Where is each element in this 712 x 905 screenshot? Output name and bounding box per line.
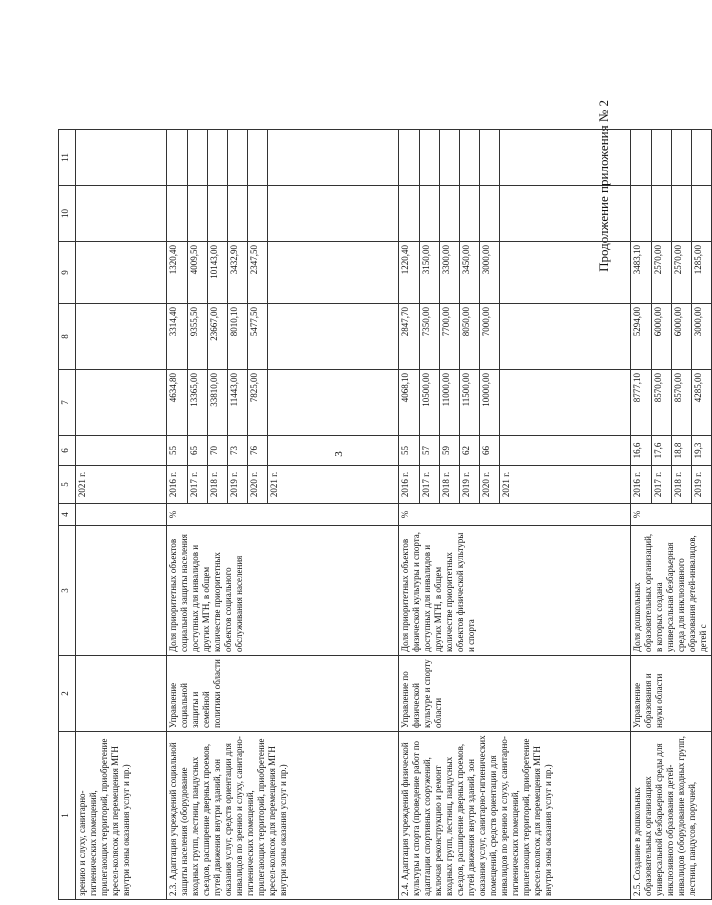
table-row: [167, 130, 188, 900]
federal-funding-cell: 3314,40: [167, 304, 188, 370]
indicator-value-cell: 73: [228, 436, 248, 466]
federal-funding-cell: 5294,00: [631, 304, 652, 370]
federal-funding-cell: 9355,50: [188, 304, 208, 370]
total-funding-cell: 11000,00: [440, 370, 460, 436]
total-funding-cell: 4068,10: [399, 370, 420, 436]
total-funding-cell: 4285,00: [692, 370, 712, 436]
indicator-value-cell: 55: [399, 436, 420, 466]
year-cell: 2018 г.: [440, 466, 460, 504]
empty-cell: [268, 130, 399, 186]
federal-funding-cell: 7700,00: [440, 304, 460, 370]
page-number: 3: [332, 451, 345, 457]
indicator-cell: Доля приоритетных объектов социальной защиты населения доступных для инвалидов и других МГН, в общем количестве приоритетных объектов социального обслуживания населения: [167, 526, 399, 656]
total-funding-cell: 13365,00: [188, 370, 208, 436]
year-cell: 2019 г.: [692, 466, 712, 504]
regional-funding-cell: 1320,40: [167, 242, 188, 304]
activity-name-cell: 2.3. Адаптация учреждений социальной защиты населения (оборудование входных групп, лестниц, пандусных съездов, расширение дверных проемов, путей движения внутри зданий, зон оказания услуг, средств ориентации для инвалидов по зрению и слуху, санитарно-гигиенических помещений, прилегающих территорий, приобретение кресел-колясок для перемещения МГН внутри зоны оказания услуг и пр.): [167, 732, 399, 900]
year-cell: 2020 г.: [248, 466, 268, 504]
federal-funding-cell: 7000,00: [480, 304, 500, 370]
executor-cell: Управление образования и науки области: [631, 656, 712, 732]
year-cell: 2021 г.: [76, 466, 167, 504]
col-number: 5: [59, 466, 76, 504]
year-cell: 2017 г.: [420, 466, 440, 504]
col-number: 2: [59, 656, 76, 732]
executor-cell: Управление по физической культуре и спорту области: [399, 656, 631, 732]
program-activities-table: [58, 129, 712, 900]
indicator-value-cell: 62: [460, 436, 480, 466]
empty-cell: [672, 186, 692, 242]
empty-cell: [268, 186, 399, 242]
federal-funding-cell: 7350,00: [420, 304, 440, 370]
year-cell: 2016 г.: [167, 466, 188, 504]
empty-cell: [631, 186, 652, 242]
unit-cell: %: [399, 504, 631, 526]
activity-name-cell: 2.4. Адаптация учреждений физической культуры и спорта (проведение работ по адаптации спортивных сооружений, включая реконструкцию и ремонт входных групп, лестниц, пандусных съездов, расширение дверных проемов, путей движения внутри зданий, зон оказания услуг, санитарно-гигиенических помещений, средств ориентации для инвалидов по зрению и слуху, санитарно-гигиенических помещений, прилегающих территорий, приобретение кресел-колясок для перемещения МГН внутри зоны оказания услуг и пр.): [399, 732, 631, 900]
regional-funding-cell: 3483,10: [631, 242, 652, 304]
regional-funding-cell: 3450,00: [460, 242, 480, 304]
empty-cell: [248, 130, 268, 186]
year-cell: 2016 г.: [631, 466, 652, 504]
indicator-value-cell: 55: [167, 436, 188, 466]
continuation-cell: зрению и слуху, санитарно-гигиенических помещений, прилегающих территорий, приобретение кресел-колясок для перемещения МГН внутри зоны оказания услуг и пр.): [76, 732, 167, 900]
total-funding-cell: 8777,10: [631, 370, 652, 436]
col-number: 4: [59, 504, 76, 526]
empty-cell: [188, 186, 208, 242]
total-funding-cell: 11443,00: [228, 370, 248, 436]
federal-funding-cell: 8010,10: [228, 304, 248, 370]
total-funding-cell: 4634,80: [167, 370, 188, 436]
regional-funding-cell: 1220,40: [399, 242, 420, 304]
regional-funding-cell: 2570,00: [652, 242, 672, 304]
year-cell: 2018 г.: [672, 466, 692, 504]
empty-cell: [460, 130, 480, 186]
total-funding-cell: 8570,00: [652, 370, 672, 436]
activity-name-cell: 2.5. Создание в дошкольных образовательных организациях универсальной безбарьерной среды для инклюзивного образования детей-инвалидов (оборудование входных групп, лестниц, пандусов, поручней,: [631, 732, 712, 900]
empty-cell: [652, 186, 672, 242]
indicator-value-cell: 18,8: [672, 436, 692, 466]
regional-funding-cell: 4009,50: [188, 242, 208, 304]
year-cell: 2016 г.: [399, 466, 420, 504]
col-number: 7: [59, 370, 76, 436]
col-number: 6: [59, 436, 76, 466]
year-cell: 2021 г.: [268, 466, 399, 504]
empty-cell: [631, 130, 652, 186]
empty-cell: [440, 186, 460, 242]
empty-cell: [399, 186, 420, 242]
indicator-value-cell: 57: [420, 436, 440, 466]
total-funding-cell: 10500,00: [420, 370, 440, 436]
federal-funding-cell: [500, 304, 631, 370]
indicator-value-cell: 17,6: [652, 436, 672, 466]
empty-cell: [208, 130, 228, 186]
total-funding-cell: 7825,00: [248, 370, 268, 436]
regional-funding-cell: 3432,90: [228, 242, 248, 304]
indicator-value-cell: 59: [440, 436, 460, 466]
federal-funding-cell: 5477,50: [248, 304, 268, 370]
unit-cell: %: [631, 504, 712, 526]
year-cell: 2017 г.: [652, 466, 672, 504]
regional-funding-cell: [500, 242, 631, 304]
regional-funding-cell: 1285,00: [692, 242, 712, 304]
year-cell: 2019 г.: [460, 466, 480, 504]
regional-funding-cell: 2570,00: [672, 242, 692, 304]
indicator-value-cell: 19,3: [692, 436, 712, 466]
total-funding-cell: 11500,00: [460, 370, 480, 436]
empty-cell: [167, 186, 188, 242]
regional-funding-cell: 3300,00: [440, 242, 460, 304]
year-cell: 2021 г.: [500, 466, 631, 504]
col-number: 8: [59, 304, 76, 370]
federal-funding-cell: 3000,00: [692, 304, 712, 370]
federal-funding-cell: [268, 304, 399, 370]
total-funding-cell: 33810,00: [208, 370, 228, 436]
indicator-value-cell: [268, 436, 399, 466]
unit-cell: %: [167, 504, 399, 526]
appendix-continuation-heading: Продолжение приложения № 2: [596, 100, 611, 272]
column-numbers-row: [59, 130, 76, 900]
empty-cell: [692, 186, 712, 242]
regional-funding-cell: 2347,50: [248, 242, 268, 304]
federal-funding-cell: 6000,00: [652, 304, 672, 370]
table-row: [399, 130, 420, 900]
federal-funding-cell: 2847,70: [399, 304, 420, 370]
federal-funding-cell: 6000,00: [672, 304, 692, 370]
indicator-value-cell: [500, 436, 631, 466]
indicator-value-cell: 16,6: [631, 436, 652, 466]
col-number: 10: [59, 186, 76, 242]
empty-cell: [399, 130, 420, 186]
empty-cell: [460, 186, 480, 242]
year-cell: 2019 г.: [228, 466, 248, 504]
table-row: [631, 130, 652, 900]
col-number: 1: [59, 732, 76, 900]
regional-funding-cell: 10143,00: [208, 242, 228, 304]
regional-funding-cell: [268, 242, 399, 304]
empty-cell: [420, 130, 440, 186]
federal-funding-cell: 8050,00: [460, 304, 480, 370]
empty-cell: [248, 186, 268, 242]
empty-cell: [420, 186, 440, 242]
empty-cell: [188, 130, 208, 186]
indicator-cell: Доля дошкольных образовательных организаций, в которых создана универсальная безбарьерная среда для инклюзивного образования детей-инвалидов, детей с: [631, 526, 712, 656]
year-cell: 2017 г.: [188, 466, 208, 504]
empty-cell: [672, 130, 692, 186]
indicator-value-cell: 76: [248, 436, 268, 466]
col-number: 3: [59, 526, 76, 656]
regional-funding-cell: 3000,00: [480, 242, 500, 304]
col-number: 11: [59, 130, 76, 186]
indicator-cell: Доля приоритетных объектов физической культуры и спорта, доступных для инвалидов и других МГН, в общем количестве приоритетных объектов физической культуры и спорта: [399, 526, 631, 656]
executor-cell: Управление социальной защиты и семейной политики области: [167, 656, 399, 732]
empty-cell: [228, 130, 248, 186]
empty-cell: [167, 130, 188, 186]
total-funding-cell: [268, 370, 399, 436]
empty-cell: [228, 186, 248, 242]
empty-cell: [692, 130, 712, 186]
regional-funding-cell: 3150,00: [420, 242, 440, 304]
year-cell: 2018 г.: [208, 466, 228, 504]
total-funding-cell: 10000,00: [480, 370, 500, 436]
total-funding-cell: [500, 370, 631, 436]
total-funding-cell: 8570,00: [672, 370, 692, 436]
federal-funding-cell: 23667,00: [208, 304, 228, 370]
indicator-value-cell: 65: [188, 436, 208, 466]
empty-cell: [652, 130, 672, 186]
empty-cell: [480, 186, 500, 242]
table-row: [76, 130, 167, 900]
year-cell: 2020 г.: [480, 466, 500, 504]
empty-cell: [500, 186, 631, 242]
empty-cell: [440, 130, 460, 186]
col-number: 9: [59, 242, 76, 304]
indicator-value-cell: 70: [208, 436, 228, 466]
empty-cell: [480, 130, 500, 186]
empty-cell: [500, 130, 631, 186]
empty-cell: [208, 186, 228, 242]
indicator-value-cell: 66: [480, 436, 500, 466]
